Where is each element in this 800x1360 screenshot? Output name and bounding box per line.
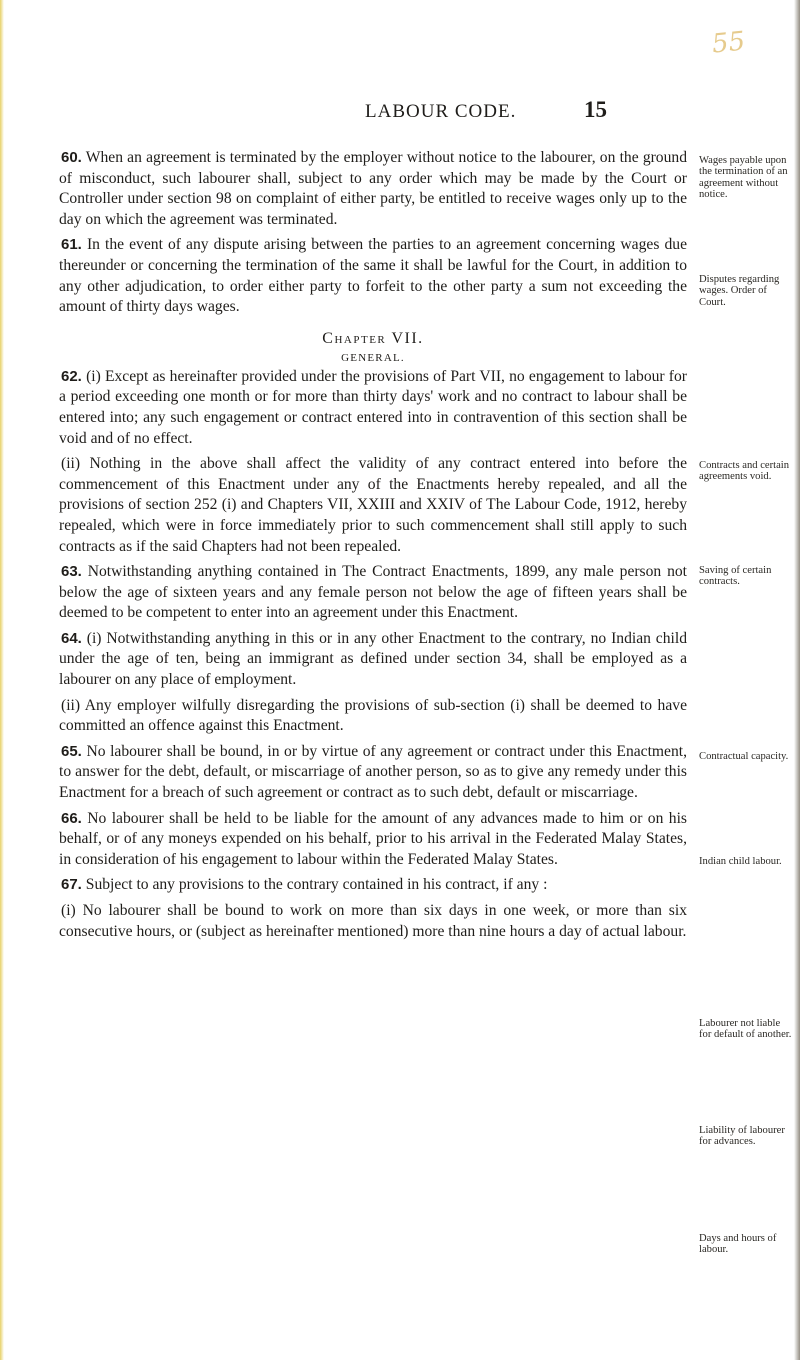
- section-number: 66.: [61, 809, 82, 827]
- margin-note-60: Wages payable upon the termination of an agreement without notice.: [699, 155, 788, 201]
- section-67: [59, 875, 687, 896]
- section-number: 63.: [61, 563, 82, 581]
- section-number: 60.: [61, 149, 82, 166]
- section-text: (i) Notwithstanding anything in this or in any other Enactment to the contrary, no Indian child under the age of ten, being an immigrant as defined under section 34, shall be employed as a labourer on any place of employment.: [59, 629, 687, 689]
- section-number: 65.: [61, 742, 82, 760]
- margin-note-64: Indian child labour.: [699, 856, 782, 867]
- running-head: [0, 97, 800, 133]
- section-60: [59, 148, 687, 230]
- section-text: In the event of any dispute arising between the parties to an agreement concerning wages due thereunder or concerning the termination of the same it shall be lawful for the Court, in addition to any other adjudication, to order either party to forfeit to the other party a sum not exceeding the amount of thirty days wages.: [59, 236, 687, 316]
- section-text: Notwithstanding anything contained in The Contract Enactments, 1899, any male person not below the age of sixteen years and any female person not below the age of fifteen years shall be deemed to be competent to enter into an agreement under this Enactment.: [59, 563, 687, 622]
- section-text: Subject to any provisions to the contrary contained in his contract, if any :: [85, 876, 548, 894]
- handwritten-page-mark: 55: [710, 26, 747, 60]
- margin-note-65: Labourer not liable for default of another.: [699, 1018, 792, 1041]
- section-65: [59, 742, 687, 804]
- margin-note-67: Days and hours of labour.: [699, 1233, 777, 1256]
- margin-note-66: Liability of labourer for advances.: [699, 1125, 785, 1148]
- page-edge-shadow: [794, 0, 800, 1360]
- section-text: No labourer shall be bound, in or by virtue of any agreement or contract under this Enactment, to answer for the debt, default, or miscarriage of another person, so as to give any remedy under this Enactment for a breach of such agreement or contract as to such debt, default or miscarriage.: [59, 742, 687, 802]
- section-62-i: [59, 367, 687, 449]
- chapter-heading: [59, 330, 687, 348]
- section-62-ii: (ii) Nothing in the above shall affect the validity of any contract entered into before the commencement of this Enactment under any of the Enactments hereby repealed, and all the provisions of section 252 (i) and Chapters VII, XXIII and XXIV of The Labour Code, 1912, hereby repealed, which were in force immediately prior to such commencement shall still apply to such contracts as if the said Chapters had not been repealed.: [59, 455, 687, 555]
- section-text: (i) Except as hereinafter provided under the provisions of Part VII, no engagement to labour for a period exceeding one month or for more than thirty days' work and no contract to labour shall be entered into; any such engagement or contract entered into in contravention of this section shall be void and of no effect.: [59, 367, 687, 447]
- margin-note-63: Contractual capacity.: [699, 751, 789, 762]
- section-63: [59, 562, 687, 624]
- section-64-i: [59, 629, 687, 691]
- chapter-subheading: GENERAL.: [341, 351, 405, 364]
- section-number: 67.: [61, 876, 82, 894]
- section-text: No labourer shall be held to be liable for the amount of any advances made to him or on his behalf, or of any moneys expended on his behalf, prior to his arrival in the Federated Malay States, in consideration of his engagement to labour within the Federated Malay States.: [59, 809, 687, 868]
- page-number: 15: [584, 97, 607, 122]
- page-edge-tint: [0, 0, 4, 1360]
- margin-note-62-ii: Saving of certain contracts.: [699, 565, 772, 588]
- body-column: [59, 148, 687, 947]
- running-title: LABOUR CODE.: [365, 101, 517, 122]
- section-64-ii: (ii) Any employer wilfully disregarding the provisions of sub-section (i) shall be deemed to have committed an offence against this Enactment.: [59, 696, 687, 735]
- chapter-numeral: VII.: [391, 329, 424, 347]
- section-number: 62.: [61, 367, 82, 385]
- section-61: [59, 235, 687, 317]
- section-66: [59, 809, 687, 871]
- chapter-label: Chapter: [322, 329, 387, 347]
- section-number: 61.: [61, 236, 82, 254]
- section-text: When an agreement is terminated by the employer without notice to the labourer, on the ground of misconduct, such labourer shall, subject to any order which may be made by the Court or Controller under section 98 on complaint of either party, be entitled to receive wages only up to the day on which the agreement was terminated.: [59, 149, 687, 228]
- section-number: 64.: [61, 629, 82, 647]
- margin-note-61: Disputes regarding wages. Order of Court.: [699, 274, 780, 308]
- margin-note-62-i: Contracts and certain agreements void.: [699, 460, 790, 483]
- section-67-i: (i) No labourer shall be bound to work on more than six days in one week, or more than six consecutive hours, or (subject as hereinafter mentioned) more than nine hours a day of actual labour.: [59, 902, 687, 940]
